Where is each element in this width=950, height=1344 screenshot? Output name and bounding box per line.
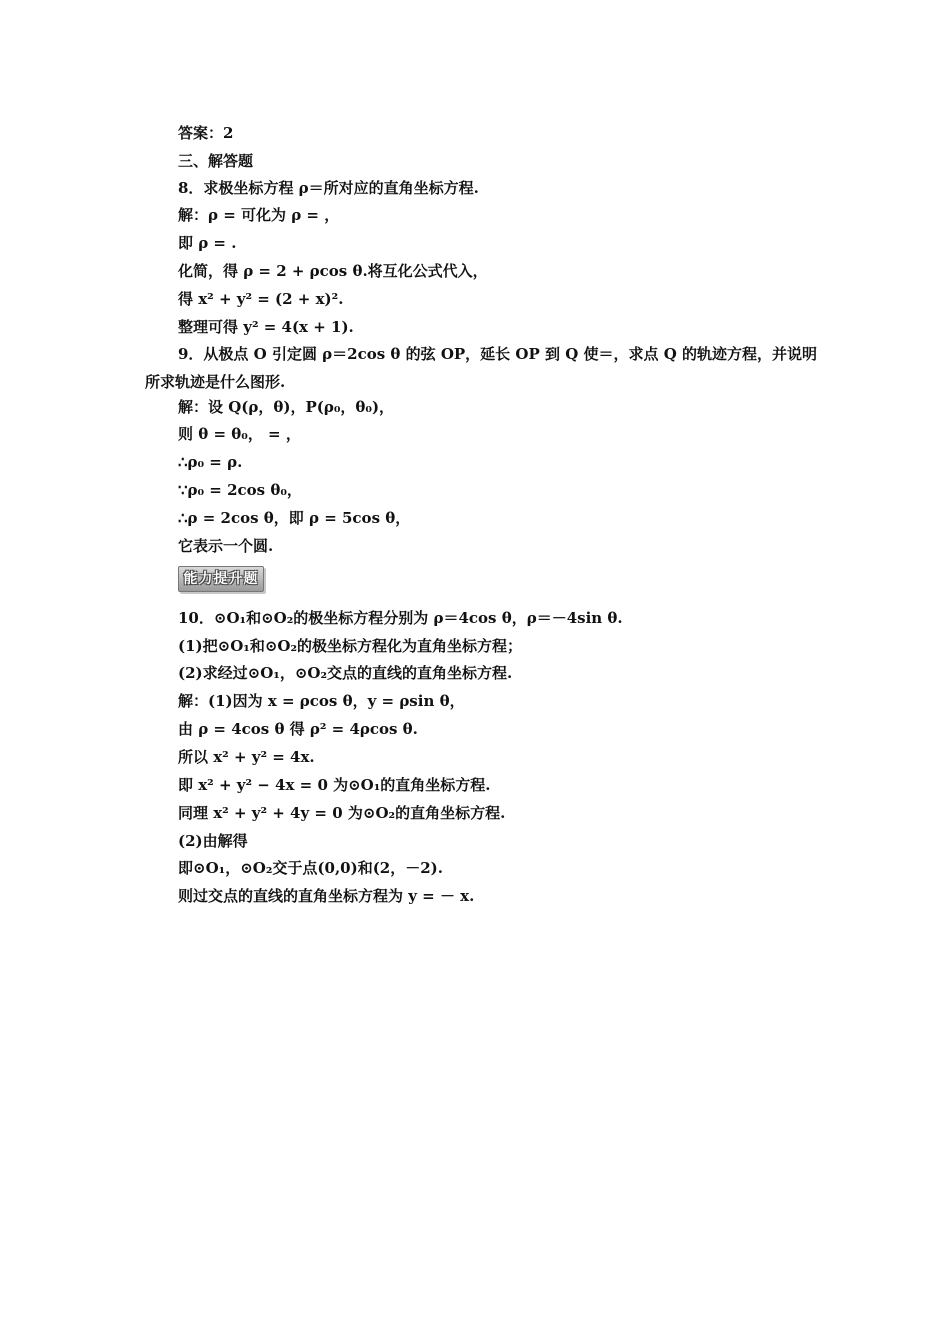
solution-10-line-2: 由 ρ = 4cos θ 得 ρ² = 4ρcos θ. (178, 720, 418, 738)
solution-9-line-6: 它表示一个圆. (178, 537, 274, 555)
problem-10-part-2: (2)求经过⊙O₁，⊙O₂交点的直线的直角坐标方程. (178, 664, 513, 682)
solution-8-line-5: 整理可得 y² = 4(x + 1). (178, 318, 354, 336)
solution-10-line-7: 即⊙O₁，⊙O₂交于点(0,0)和(2，－2). (178, 859, 443, 877)
problem-8-statement: 8．求极坐标方程 ρ＝所对应的直角坐标方程. (178, 179, 479, 197)
solution-10-line-8: 则过交点的直线的直角坐标方程为 y = － x. (178, 887, 475, 905)
ability-section-badge (178, 566, 264, 592)
solution-9-line-4: ∵ρ₀ = 2cos θ₀， (178, 481, 302, 499)
badge-label: 能力提升题 (183, 571, 259, 587)
problem-9-statement-1: 9．从极点 O 引定圆 ρ＝2cos θ 的弦 OP，延长 OP 到 Q 使＝，求点 Q 的轨迹方程，并说明 (178, 345, 817, 363)
problem-10-part-1: (1)把⊙O₁和⊙O₂的极坐标方程化为直角坐标方程； (178, 637, 523, 655)
problem-10-statement: 10．⊙O₁和⊙O₂的极坐标方程分别为 ρ＝4cos θ，ρ＝－4sin θ. (178, 609, 623, 627)
solution-8-line-4: 得 x² + y² = (2 + x)². (178, 290, 344, 308)
solution-10-line-1: 解：(1)因为 x = ρcos θ，y = ρsin θ， (178, 692, 465, 710)
solution-8-line-2: 即 ρ = . (178, 234, 237, 252)
section-heading: 三、解答题 (178, 152, 254, 170)
solution-10-line-4: 即 x² + y² − 4x = 0 为⊙O₁的直角坐标方程. (178, 776, 491, 794)
solution-9-line-5: ∴ρ = 2cos θ，即 ρ = 5cos θ， (178, 509, 411, 527)
answer-line: 答案：2 (178, 124, 234, 142)
solution-9-line-3: ∴ρ₀ = ρ. (178, 453, 243, 471)
solution-10-line-3: 所以 x² + y² = 4x. (178, 748, 315, 766)
problem-9-statement-2: 所求轨迹是什么图形. (145, 373, 286, 391)
solution-9-line-2: 则 θ = θ₀， = ， (178, 425, 301, 443)
solution-8-line-3: 化简，得 ρ = 2 + ρcos θ.将互化公式代入， (178, 262, 488, 280)
solution-8-line-1: 解：ρ = 可化为 ρ = ， (178, 206, 340, 224)
solution-9-line-1: 解：设 Q(ρ，θ)，P(ρ₀，θ₀)， (178, 398, 395, 416)
solution-10-line-5: 同理 x² + y² + 4y = 0 为⊙O₂的直角坐标方程. (178, 804, 506, 822)
solution-10-line-6: (2)由解得 (178, 832, 248, 850)
